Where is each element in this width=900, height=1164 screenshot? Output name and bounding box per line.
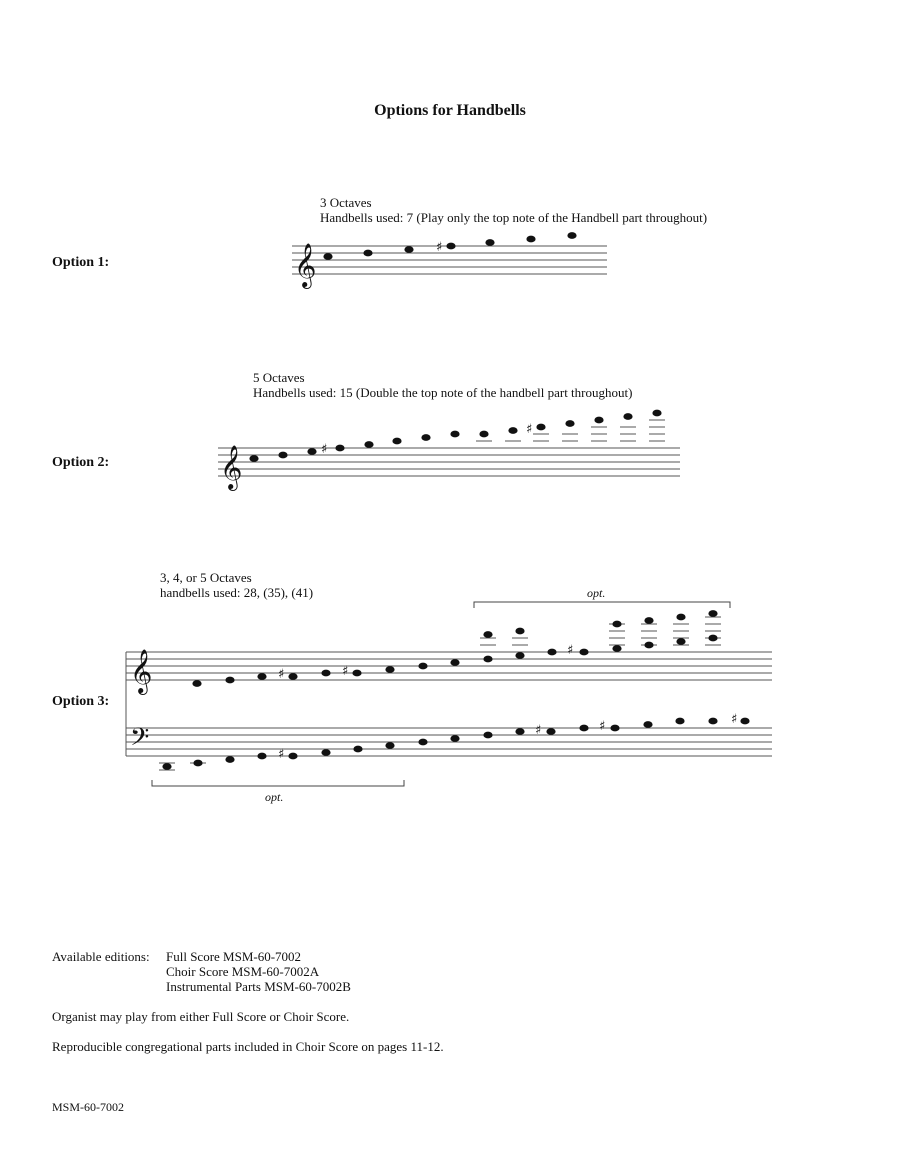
note bbox=[483, 656, 492, 663]
note bbox=[385, 666, 394, 673]
note bbox=[644, 617, 653, 624]
bass-clef-icon: 𝄢 bbox=[130, 723, 150, 758]
option3-label: Option 3: bbox=[52, 694, 110, 709]
sharp-icon: ♯ bbox=[342, 664, 349, 679]
note bbox=[321, 670, 330, 677]
note bbox=[385, 742, 394, 749]
note bbox=[225, 756, 234, 763]
option1-label: Option 1: bbox=[52, 255, 110, 270]
note bbox=[352, 670, 361, 677]
note bbox=[579, 725, 588, 732]
note bbox=[546, 728, 555, 735]
option2-octaves: 5 Octaves bbox=[253, 370, 305, 385]
option2-used: Handbells used: 15 (Double the top note of the handbell part throughout) bbox=[253, 385, 633, 400]
sharp-icon: ♯ bbox=[567, 643, 574, 658]
edition-full-score: Full Score MSM-60-7002 bbox=[166, 949, 302, 964]
edition-instrumental-parts: Instrumental Parts MSM-60-7002B bbox=[166, 979, 351, 994]
option3-bass-notes bbox=[162, 712, 749, 770]
note bbox=[708, 635, 717, 642]
sharp-icon: ♯ bbox=[731, 712, 738, 727]
opt-upper-label: opt. bbox=[587, 586, 606, 600]
note bbox=[547, 649, 556, 656]
note bbox=[612, 621, 621, 628]
reproducible-note: Reproducible congregational parts included in Choir Score on pages 11-12. bbox=[52, 1039, 444, 1054]
sharp-icon: ♯ bbox=[278, 747, 285, 762]
treble-clef-icon: 𝄞 bbox=[294, 243, 317, 287]
editions-lead: Available editions: bbox=[52, 949, 150, 964]
note bbox=[708, 718, 717, 725]
note bbox=[644, 642, 653, 649]
note bbox=[288, 753, 297, 760]
sharp-icon: ♯ bbox=[535, 723, 542, 738]
note bbox=[740, 718, 749, 725]
option1-used: Handbells used: 7 (Play only the top note of the Handbell part throughout) bbox=[320, 210, 708, 225]
note bbox=[515, 728, 524, 735]
option3-used: handbells used: 28, (35), (41) bbox=[160, 585, 314, 600]
note bbox=[353, 746, 362, 753]
option3-treble-lines bbox=[126, 652, 772, 680]
note bbox=[225, 677, 234, 684]
sharp-icon: ♯ bbox=[599, 719, 606, 734]
note bbox=[450, 659, 459, 666]
note bbox=[288, 673, 297, 680]
note bbox=[192, 680, 201, 687]
note bbox=[675, 718, 684, 725]
note bbox=[643, 721, 652, 728]
note bbox=[418, 739, 427, 746]
organist-note: Organist may play from either Full Score or Choir Score. bbox=[52, 1009, 350, 1024]
note bbox=[193, 760, 202, 767]
edition-choir-score: Choir Score MSM-60-7002A bbox=[166, 964, 320, 979]
option3-bass-lines bbox=[126, 728, 772, 756]
note bbox=[676, 614, 685, 621]
note bbox=[418, 663, 427, 670]
note bbox=[612, 645, 621, 652]
option3-treble-notes bbox=[192, 610, 717, 687]
sharp-icon: ♯ bbox=[526, 422, 533, 437]
option1-octaves: 3 Octaves bbox=[320, 195, 372, 210]
opt-upper-bracket bbox=[474, 602, 730, 608]
note bbox=[257, 753, 266, 760]
opt-lower-bracket bbox=[152, 780, 404, 786]
sharp-icon: ♯ bbox=[278, 667, 285, 682]
opt-lower-label: opt. bbox=[265, 790, 284, 804]
note bbox=[676, 638, 685, 645]
note bbox=[708, 610, 717, 617]
page-title: Options for Handbells bbox=[374, 102, 526, 119]
sharp-icon: ♯ bbox=[321, 442, 328, 457]
sharp-icon: ♯ bbox=[436, 240, 443, 255]
note bbox=[162, 763, 171, 770]
note bbox=[483, 631, 492, 638]
note bbox=[321, 749, 330, 756]
note bbox=[579, 649, 588, 656]
treble-clef-icon: 𝄞 bbox=[130, 649, 153, 693]
note bbox=[450, 735, 459, 742]
catalog-number: MSM-60-7002 bbox=[52, 1100, 125, 1114]
option3-octaves: 3, 4, or 5 Octaves bbox=[160, 570, 252, 585]
option2-label: Option 2: bbox=[52, 455, 110, 470]
note bbox=[515, 628, 524, 635]
note bbox=[610, 725, 619, 732]
note bbox=[257, 673, 266, 680]
note bbox=[483, 732, 492, 739]
treble-clef-icon: 𝄞 bbox=[220, 445, 243, 489]
note bbox=[515, 652, 524, 659]
